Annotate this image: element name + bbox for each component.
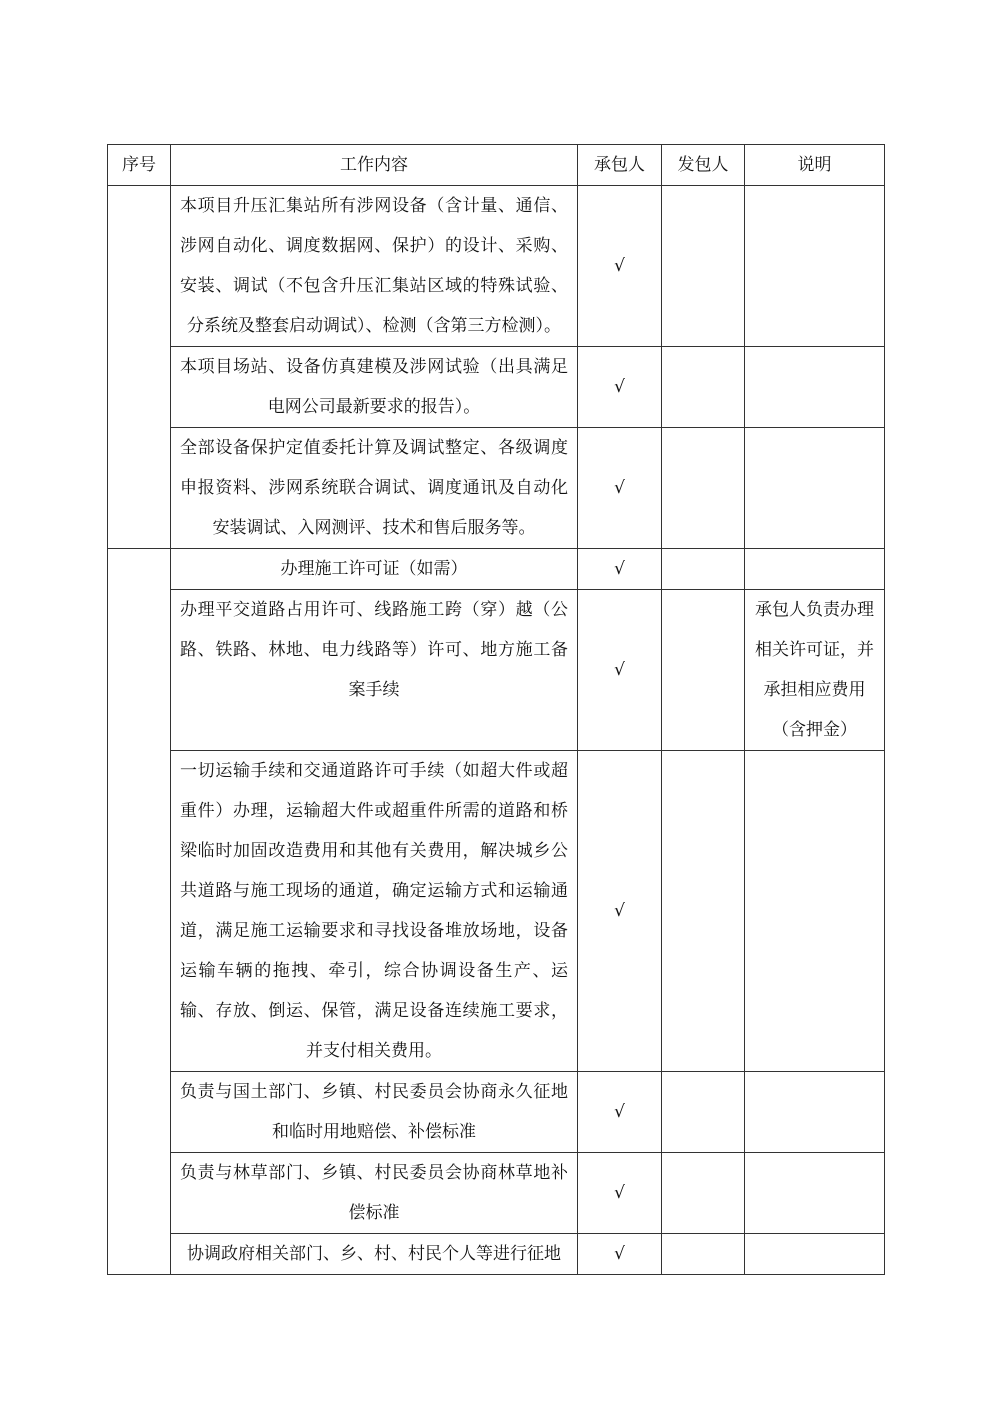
contractor-mark: √ [578, 1153, 662, 1234]
employer-mark [662, 751, 745, 1072]
employer-mark [662, 1153, 745, 1234]
content-cell: 本项目升压汇集站所有涉网设备（含计量、通信、涉网自动化、调度数据网、保护）的设计、采购、安装、调试（不包含升压汇集站区域的特殊试验、分系统及整套启动调试）、检测（含第三方检测）。 [171, 186, 578, 347]
employer-mark [662, 590, 745, 751]
content-cell: 本项目场站、设备仿真建模及涉网试验（出具满足电网公司最新要求的报告）。 [171, 347, 578, 428]
contractor-mark: √ [578, 549, 662, 590]
note-cell [745, 186, 885, 347]
employer-mark [662, 1072, 745, 1153]
header-contractor: 承包人 [578, 145, 662, 186]
employer-mark [662, 428, 745, 549]
table-row [108, 549, 885, 590]
table-row [108, 751, 885, 1072]
table-row [108, 1234, 885, 1275]
responsibility-table [107, 144, 885, 1275]
employer-mark [662, 347, 745, 428]
seq-cell-group-1 [108, 186, 171, 549]
content-cell: 一切运输手续和交通道路许可手续（如超大件或超重件）办理，运输超大件或超重件所需的道路和桥梁临时加固改造费用和其他有关费用，解决城乡公共道路与施工现场的通道，确定运输方式和运输通道，满足施工运输要求和寻找设备堆放场地，设备运输车辆的拖拽、牵引，综合协调设备生产、运输、存放、倒运、保管，满足设备连续施工要求，并支付相关费用。 [171, 751, 578, 1072]
content-cell: 协调政府相关部门、乡、村、村民个人等进行征地 [171, 1234, 578, 1275]
table-header-row [108, 145, 885, 186]
note-cell [745, 347, 885, 428]
note-cell [745, 1153, 885, 1234]
header-note: 说明 [745, 145, 885, 186]
contractor-mark: √ [578, 1072, 662, 1153]
contractor-mark: √ [578, 751, 662, 1072]
note-cell: 承包人负责办理相关许可证，并承担相应费用（含押金） [745, 590, 885, 751]
table-row [108, 428, 885, 549]
table-row [108, 590, 885, 751]
table-row [108, 347, 885, 428]
employer-mark [662, 549, 745, 590]
header-employer: 发包人 [662, 145, 745, 186]
table-row [108, 1072, 885, 1153]
table-row [108, 1153, 885, 1234]
content-cell: 全部设备保护定值委托计算及调试整定、各级调度申报资料、涉网系统联合调试、调度通讯及自动化安装调试、入网测评、技术和售后服务等。 [171, 428, 578, 549]
table-row [108, 186, 885, 347]
header-seq: 序号 [108, 145, 171, 186]
seq-cell-group-2 [108, 549, 171, 1275]
content-cell: 办理平交道路占用许可、线路施工跨（穿）越（公路、铁路、林地、电力线路等）许可、地方施工备案手续 [171, 590, 578, 751]
employer-mark [662, 186, 745, 347]
header-content: 工作内容 [171, 145, 578, 186]
contractor-mark: √ [578, 590, 662, 751]
note-cell [745, 549, 885, 590]
employer-mark [662, 1234, 745, 1275]
contractor-mark: √ [578, 347, 662, 428]
contractor-mark: √ [578, 428, 662, 549]
contractor-mark: √ [578, 1234, 662, 1275]
note-cell [745, 1234, 885, 1275]
note-cell [745, 751, 885, 1072]
note-cell [745, 428, 885, 549]
note-cell [745, 1072, 885, 1153]
content-cell: 负责与林草部门、乡镇、村民委员会协商林草地补偿标准 [171, 1153, 578, 1234]
content-cell: 负责与国土部门、乡镇、村民委员会协商永久征地和临时用地赔偿、补偿标准 [171, 1072, 578, 1153]
contractor-mark: √ [578, 186, 662, 347]
content-cell: 办理施工许可证（如需） [171, 549, 578, 590]
